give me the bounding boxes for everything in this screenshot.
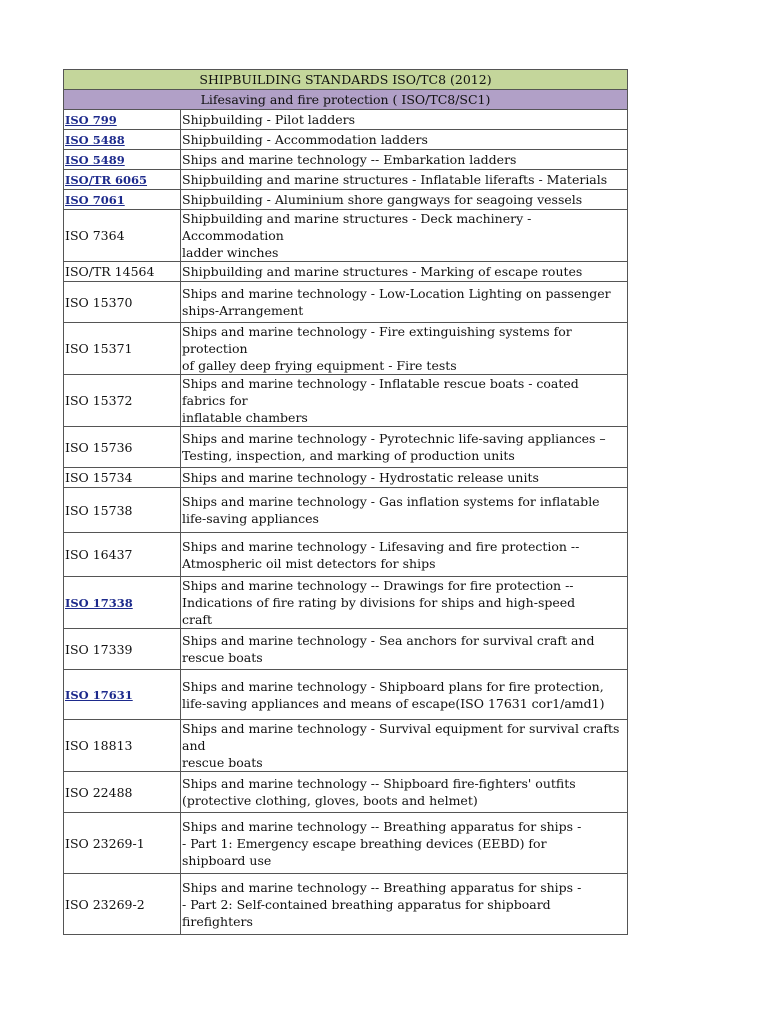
standard-code-cell[interactable] [64,670,181,720]
standard-code-link[interactable]: ISO 5488 [65,132,125,147]
standard-code-cell: ISO 23269-1 [64,813,181,874]
table-row [64,813,628,874]
standard-title-cell: Shipbuilding - Accommodation ladders [181,130,628,150]
standard-code-link[interactable]: ISO 7061 [65,192,125,207]
standard-title-cell: Shipbuilding and marine structures - Deck machinery - Accommodation ladder winches [181,210,628,262]
standard-code-link[interactable]: ISO 17631 [65,687,133,702]
standard-code-link[interactable]: ISO 17338 [65,595,133,610]
table-title-row [64,70,628,90]
standard-code-cell: ISO 7364 [64,210,181,262]
table-row [64,772,628,813]
table-row [64,190,628,210]
table-row [64,874,628,935]
standard-code-cell[interactable] [64,110,181,130]
standard-code-cell: ISO 16437 [64,533,181,577]
table-row [64,170,628,190]
table-row [64,282,628,323]
standard-title-cell: Ships and marine technology -- Breathing apparatus for ships - - Part 2: Self-contained breathing apparatus for shipboard firefighters [181,874,628,935]
standard-title-cell: Ships and marine technology - Hydrostatic release units [181,468,628,488]
table-row [64,262,628,282]
standard-title-cell: Ships and marine technology -- Shipboard fire-fighters' outfits (protective clothing, gloves, boots and helmet) [181,772,628,813]
standard-code-cell: ISO 15371 [64,323,181,375]
table-title: SHIPBUILDING STANDARDS ISO/TC8 (2012) [64,70,628,90]
standard-code-cell: ISO 23269-2 [64,874,181,935]
standard-title-cell: Ships and marine technology - Sea anchors for survival craft and rescue boats [181,629,628,670]
standard-title-cell: Ships and marine technology -- Embarkation ladders [181,150,628,170]
standards-table [63,69,628,935]
standard-title-cell: Shipbuilding and marine structures - Inflatable liferafts - Materials [181,170,628,190]
standard-code-cell: ISO 15736 [64,427,181,468]
standard-title-cell: Ships and marine technology -- Drawings for fire protection -- Indications of fire rating by divisions for ships and high-speed craft [181,577,628,629]
table-row [64,670,628,720]
table-row [64,375,628,427]
standard-title-cell: Ships and marine technology -- Breathing apparatus for ships - - Part 1: Emergency escape breathing devices (EEBD) for shipboard use [181,813,628,874]
standard-code-link[interactable]: ISO/TR 6065 [65,172,148,187]
table-row [64,720,628,772]
standard-code-cell[interactable] [64,577,181,629]
standard-code-cell: ISO 15370 [64,282,181,323]
table-row [64,533,628,577]
standard-title-cell: Shipbuilding - Aluminium shore gangways for seagoing vessels [181,190,628,210]
table-row [64,427,628,468]
standard-title-cell: Ships and marine technology - Inflatable rescue boats - coated fabrics for inflatable chambers [181,375,628,427]
table-row [64,323,628,375]
standard-title-cell: Shipbuilding and marine structures - Marking of escape routes [181,262,628,282]
standard-title-cell: Shipbuilding - Pilot ladders [181,110,628,130]
standard-title-cell: Ships and marine technology - Fire extinguishing systems for protection of galley deep frying equipment - Fire tests [181,323,628,375]
table-row [64,150,628,170]
standard-title-cell: Ships and marine technology - Gas inflation systems for inflatable life-saving appliances [181,488,628,533]
standard-code-cell: ISO 15372 [64,375,181,427]
table-row [64,488,628,533]
table-subtitle: Lifesaving and fire protection ( ISO/TC8/SC1) [64,90,628,110]
standard-title-cell: Ships and marine technology - Survival equipment for survival crafts and rescue boats [181,720,628,772]
table-subtitle-row [64,90,628,110]
table-row [64,577,628,629]
standard-code-cell: ISO 18813 [64,720,181,772]
standards-table-body [64,70,628,935]
standard-code-cell[interactable] [64,170,181,190]
standard-code-cell[interactable] [64,190,181,210]
standard-code-cell: ISO 17339 [64,629,181,670]
standard-code-link[interactable]: ISO 799 [65,112,117,127]
table-row [64,110,628,130]
standard-title-cell: Ships and marine technology - Lifesaving and fire protection -- Atmospheric oil mist detectors for ships [181,533,628,577]
standard-code-link[interactable]: ISO 5489 [65,152,125,167]
standard-code-cell[interactable] [64,130,181,150]
table-row [64,130,628,150]
standard-code-cell: ISO 15734 [64,468,181,488]
standard-code-cell: ISO 15738 [64,488,181,533]
standard-title-cell: Ships and marine technology - Shipboard plans for fire protection, life-saving appliances and means of escape(ISO 17631 cor1/amd1) [181,670,628,720]
table-row [64,629,628,670]
standard-code-cell: ISO 22488 [64,772,181,813]
standard-code-cell[interactable] [64,150,181,170]
standard-title-cell: Ships and marine technology - Low-Location Lighting on passenger ships-Arrangement [181,282,628,323]
standard-title-cell: Ships and marine technology - Pyrotechnic life-saving appliances – Testing, inspection, and marking of production units [181,427,628,468]
standard-code-cell: ISO/TR 14564 [64,262,181,282]
table-row [64,210,628,262]
table-row [64,468,628,488]
